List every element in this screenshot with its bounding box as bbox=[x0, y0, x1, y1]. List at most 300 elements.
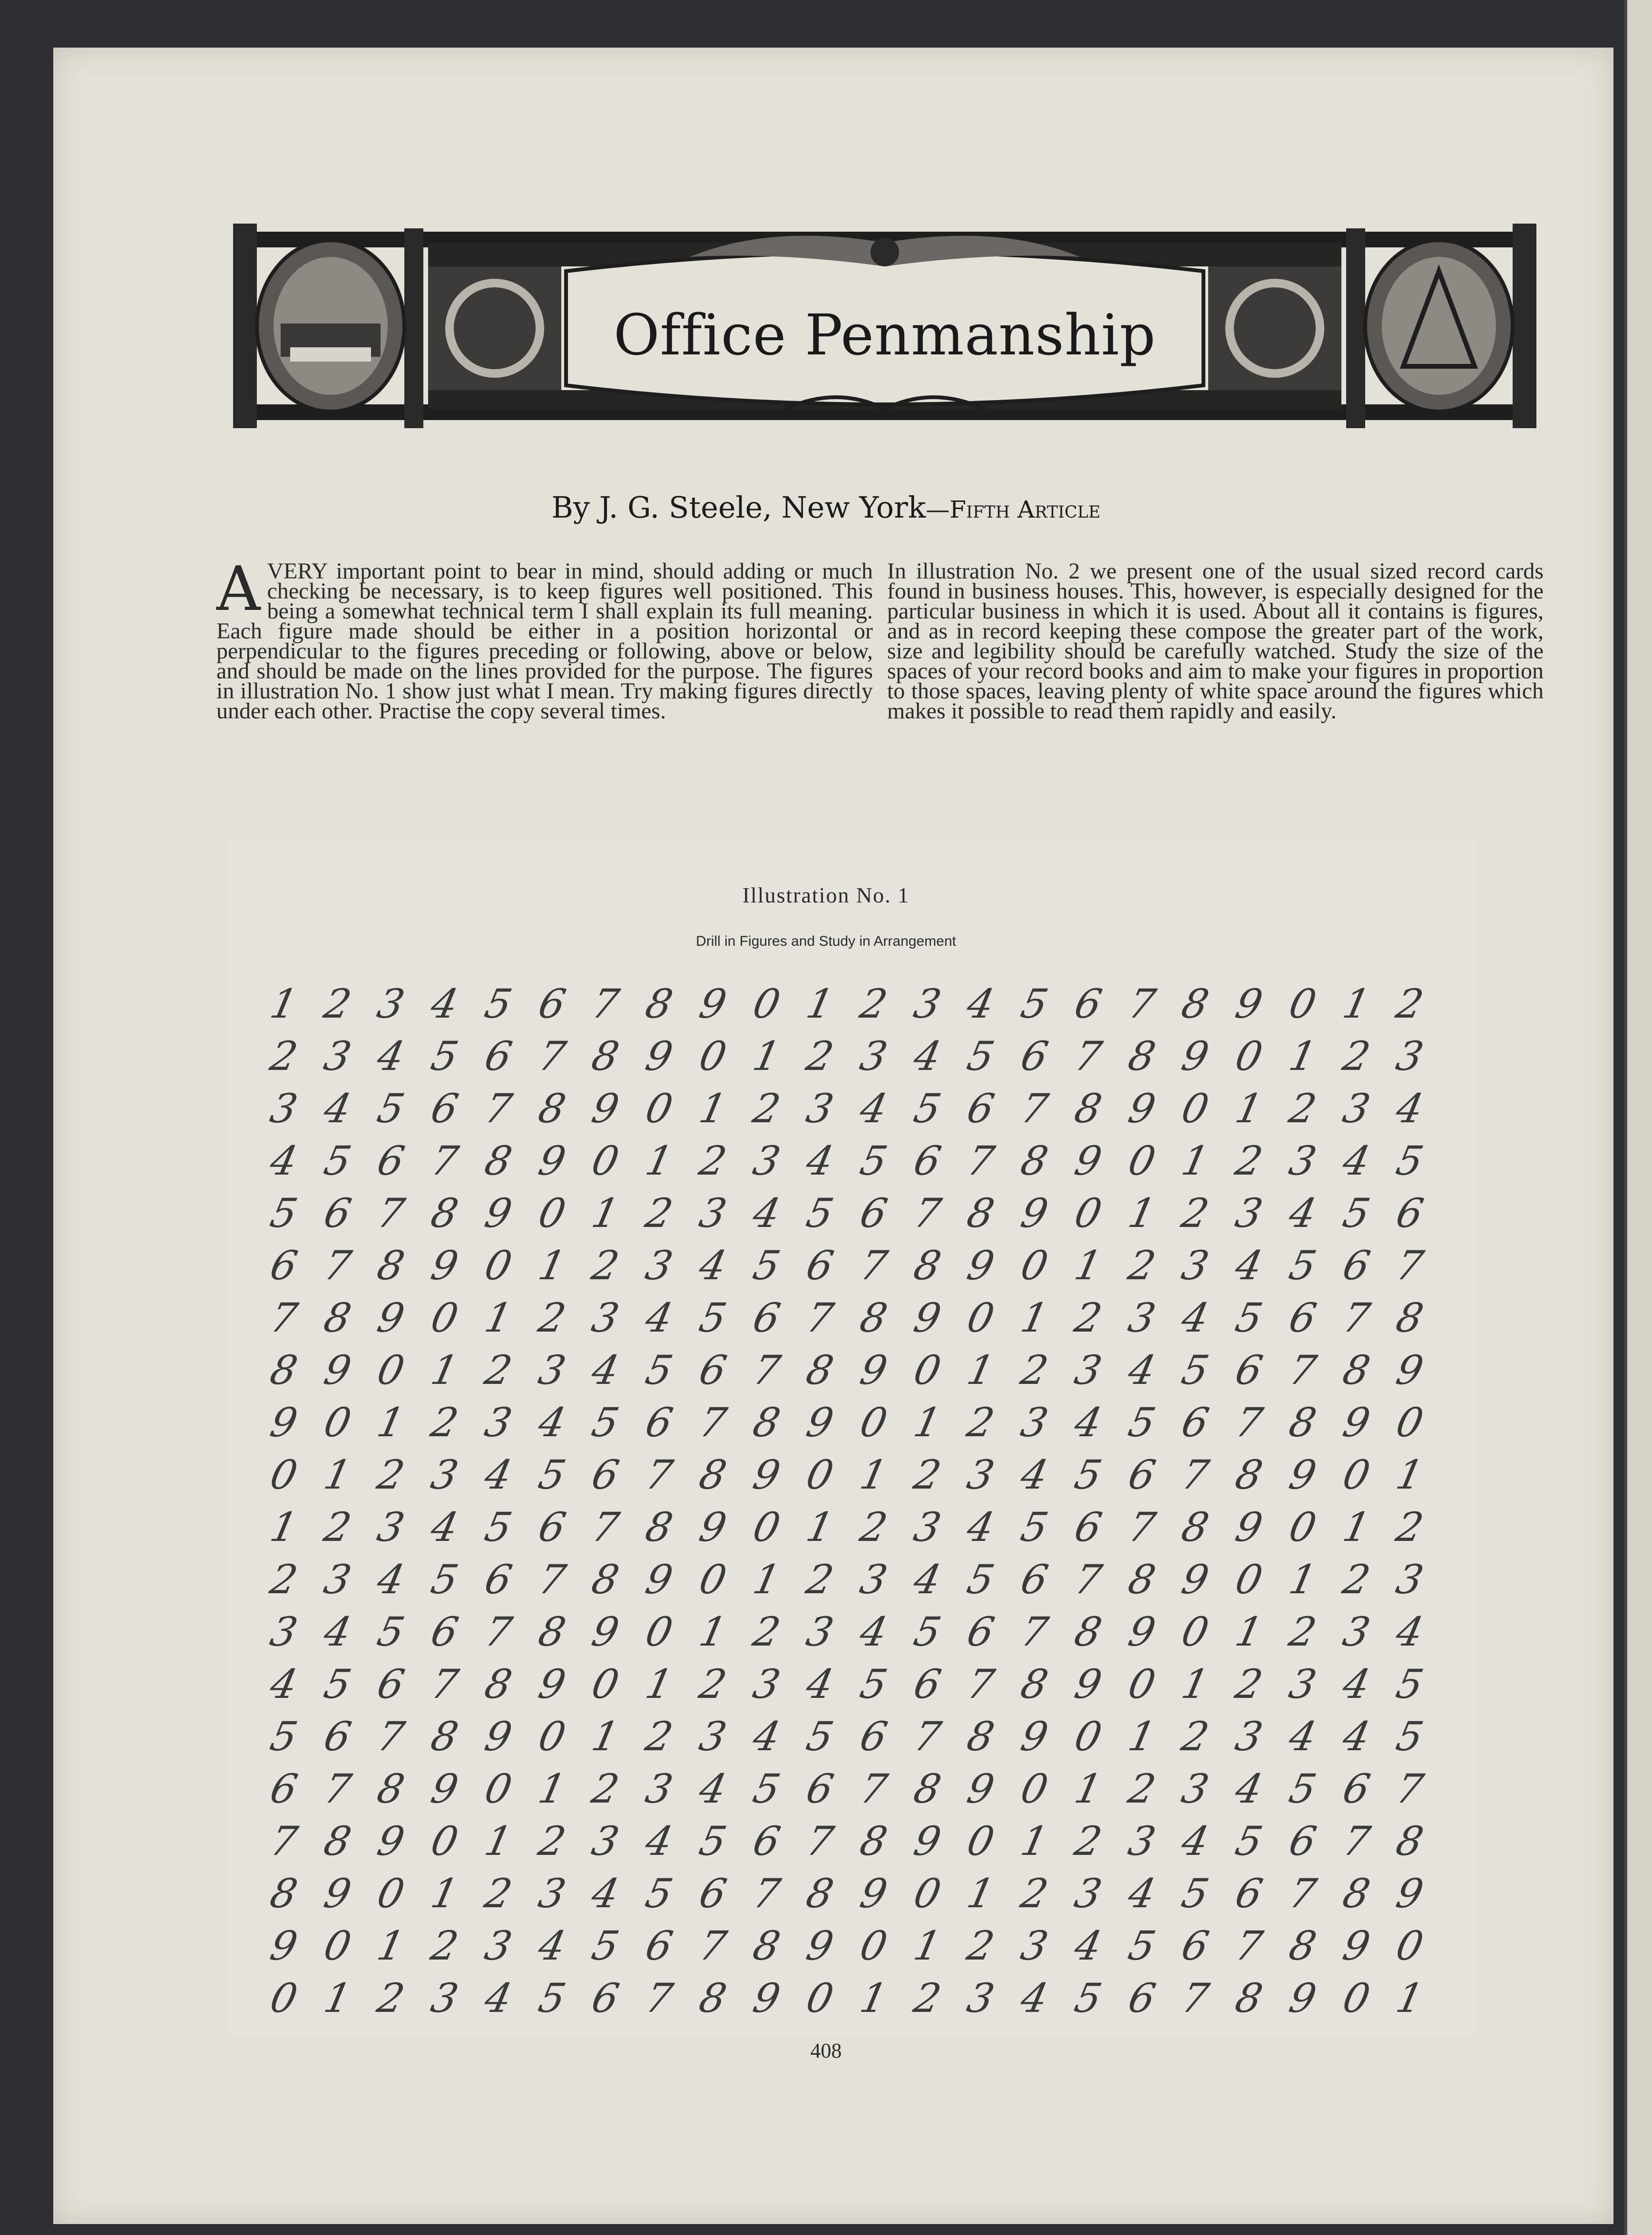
drill-digit: 2 bbox=[480, 1347, 516, 1393]
drill-digit: 8 bbox=[534, 1608, 570, 1655]
drill-digit: 9 bbox=[1177, 1033, 1213, 1079]
drill-digit: 6 bbox=[534, 980, 570, 1027]
drill-digit: 5 bbox=[266, 1190, 302, 1236]
drill-digit: 5 bbox=[427, 1033, 462, 1079]
drill-digit: 3 bbox=[480, 1399, 516, 1446]
drill-digit: 2 bbox=[266, 1556, 302, 1603]
drill-digit: 1 bbox=[1231, 1608, 1267, 1655]
drill-digit: 8 bbox=[266, 1870, 302, 1917]
drill-digit: 8 bbox=[373, 1765, 409, 1812]
drill-digit: 6 bbox=[1177, 1399, 1213, 1446]
drill-digit: 2 bbox=[1231, 1661, 1267, 1707]
drill-digit: 9 bbox=[1285, 1451, 1320, 1498]
drill-digit: 7 bbox=[1285, 1870, 1320, 1917]
drill-digit: 1 bbox=[963, 1347, 998, 1393]
drill-digit: 4 bbox=[1339, 1661, 1374, 1707]
drill-digit: 1 bbox=[587, 1713, 623, 1760]
drill-digit: 8 bbox=[909, 1765, 945, 1812]
drill-digit: 4 bbox=[1124, 1347, 1160, 1393]
drill-digit: 3 bbox=[1285, 1137, 1320, 1184]
drill-digit: 9 bbox=[534, 1661, 570, 1707]
drill-digit: 3 bbox=[1017, 1399, 1052, 1446]
drill-digit: 9 bbox=[587, 1085, 623, 1132]
drill-digit: 7 bbox=[1231, 1922, 1267, 1969]
drill-digit: 2 bbox=[1070, 1818, 1106, 1864]
drill-digit: 3 bbox=[480, 1922, 516, 1969]
drill-digit: 0 bbox=[266, 1451, 302, 1498]
drill-digit: 3 bbox=[1070, 1870, 1106, 1917]
drill-digit: 3 bbox=[266, 1608, 302, 1655]
drill-digit: 9 bbox=[641, 1033, 677, 1079]
drill-digit: 5 bbox=[1231, 1818, 1267, 1864]
drill-digit: 9 bbox=[802, 1922, 838, 1969]
drill-digit: 2 bbox=[320, 1504, 355, 1550]
drill-digit: 2 bbox=[1285, 1085, 1320, 1132]
drill-digit: 9 bbox=[695, 1504, 731, 1550]
drill-digit: 2 bbox=[427, 1922, 462, 1969]
drill-digit: 0 bbox=[1070, 1190, 1106, 1236]
drill-digit: 0 bbox=[1017, 1242, 1052, 1289]
drill-digit: 1 bbox=[1285, 1556, 1320, 1603]
drill-digit: 5 bbox=[641, 1870, 677, 1917]
drill-digit: 3 bbox=[641, 1765, 677, 1812]
drill-digit: 1 bbox=[534, 1765, 570, 1812]
right-column bbox=[887, 559, 1544, 724]
drill-digit: 3 bbox=[587, 1818, 623, 1864]
drill-digit: 1 bbox=[695, 1085, 731, 1132]
drill-digit: 5 bbox=[802, 1713, 838, 1760]
drill-digit: 4 bbox=[641, 1818, 677, 1864]
drill-digit: 9 bbox=[1339, 1922, 1374, 1969]
drill-digit: 1 bbox=[1124, 1713, 1160, 1760]
drill-digit: 5 bbox=[1070, 1975, 1106, 2021]
drill-digit: 9 bbox=[802, 1399, 838, 1446]
drill-digit: 1 bbox=[1070, 1242, 1106, 1289]
drill-digit: 7 bbox=[534, 1033, 570, 1079]
drill-digit: 0 bbox=[1124, 1137, 1160, 1184]
drill-digit: 8 bbox=[1285, 1399, 1320, 1446]
drill-digit: 6 bbox=[373, 1137, 409, 1184]
drill-digit: 7 bbox=[266, 1818, 302, 1864]
drill-digit: 1 bbox=[1017, 1818, 1052, 1864]
illustration-subtitle: Drill in Figures and Study in Arrangement bbox=[696, 933, 956, 949]
drill-digit: 4 bbox=[802, 1661, 838, 1707]
drill-digit: 3 bbox=[1285, 1661, 1320, 1707]
drill-digit: 4 bbox=[480, 1975, 516, 2021]
drill-digit: 6 bbox=[749, 1294, 784, 1341]
drill-digit: 4 bbox=[534, 1399, 570, 1446]
drill-digit: 6 bbox=[480, 1033, 516, 1079]
drill-digit: 1 bbox=[1177, 1661, 1213, 1707]
drill-digit: 8 bbox=[749, 1399, 784, 1446]
drill-digit: 9 bbox=[749, 1451, 784, 1498]
drill-digit: 7 bbox=[1392, 1765, 1427, 1812]
drill-digit: 6 bbox=[856, 1190, 891, 1236]
drill-digit: 6 bbox=[266, 1765, 302, 1812]
drill-digit: 9 bbox=[1339, 1399, 1374, 1446]
drill-digit: 7 bbox=[802, 1294, 838, 1341]
drill-digit: 5 bbox=[373, 1608, 409, 1655]
drill-digit: 9 bbox=[1285, 1975, 1320, 2021]
drill-digit: 4 bbox=[1285, 1190, 1320, 1236]
drill-digit: 4 bbox=[587, 1347, 623, 1393]
drill-row bbox=[266, 1032, 1470, 1085]
drill-digit: 2 bbox=[695, 1661, 731, 1707]
drill-digit: 6 bbox=[1285, 1818, 1320, 1864]
drill-digit: 1 bbox=[320, 1975, 355, 2021]
drill-digit: 2 bbox=[534, 1294, 570, 1341]
drill-row bbox=[266, 1556, 1470, 1608]
drill-digit: 7 bbox=[1339, 1294, 1374, 1341]
drill-digit: 7 bbox=[641, 1451, 677, 1498]
drill-digit: 8 bbox=[1070, 1608, 1106, 1655]
drill-digit: 0 bbox=[534, 1713, 570, 1760]
drill-digit: 5 bbox=[1231, 1294, 1267, 1341]
drill-digit: 2 bbox=[373, 1975, 409, 2021]
drill-digit: 1 bbox=[1017, 1294, 1052, 1341]
drill-digit: 9 bbox=[480, 1190, 516, 1236]
drill-digit: 1 bbox=[749, 1033, 784, 1079]
drill-digit: 5 bbox=[1339, 1190, 1374, 1236]
drill-digit: 6 bbox=[480, 1556, 516, 1603]
drill-digit: 0 bbox=[1070, 1713, 1106, 1760]
drill-digit: 6 bbox=[695, 1870, 731, 1917]
drill-digit: 5 bbox=[749, 1765, 784, 1812]
drill-digit: 3 bbox=[802, 1608, 838, 1655]
drill-digit: 0 bbox=[534, 1190, 570, 1236]
drill-digit: 6 bbox=[587, 1975, 623, 2021]
drill-digit: 7 bbox=[587, 1504, 623, 1550]
page-number: 408 bbox=[810, 2039, 842, 2062]
drill-digit: 2 bbox=[266, 1033, 302, 1079]
drill-digit: 8 bbox=[1339, 1347, 1374, 1393]
drill-digit: 8 bbox=[695, 1451, 731, 1498]
drill-digit: 3 bbox=[963, 1975, 998, 2021]
drill-digit: 8 bbox=[1339, 1870, 1374, 1917]
drill-digit: 2 bbox=[963, 1399, 998, 1446]
left-column bbox=[216, 554, 873, 724]
drill-digit: 9 bbox=[373, 1294, 409, 1341]
drill-digit: 7 bbox=[266, 1294, 302, 1341]
drill-digit: 3 bbox=[1231, 1190, 1267, 1236]
drill-digit: 5 bbox=[373, 1085, 409, 1132]
drill-row bbox=[266, 1608, 1470, 1660]
drill-digit: 2 bbox=[1392, 980, 1427, 1027]
drill-digit: 5 bbox=[480, 980, 516, 1027]
drill-digit: 7 bbox=[1070, 1556, 1106, 1603]
drill-digit: 2 bbox=[1285, 1608, 1320, 1655]
drill-digit: 9 bbox=[1124, 1608, 1160, 1655]
drill-digit: 6 bbox=[1017, 1556, 1052, 1603]
drill-digit: 2 bbox=[641, 1713, 677, 1760]
drill-digit: 0 bbox=[641, 1085, 677, 1132]
drill-digit: 7 bbox=[695, 1922, 731, 1969]
drill-digit: 6 bbox=[427, 1085, 462, 1132]
drill-digit: 3 bbox=[1177, 1242, 1213, 1289]
drill-digit: 2 bbox=[1070, 1294, 1106, 1341]
drill-digit: 9 bbox=[1392, 1347, 1427, 1393]
drill-digit: 1 bbox=[1070, 1765, 1106, 1812]
drill-digit: 5 bbox=[1177, 1347, 1213, 1393]
drill-digit: 7 bbox=[1124, 1504, 1160, 1550]
drill-digit: 1 bbox=[480, 1294, 516, 1341]
drill-digit: 0 bbox=[1124, 1661, 1160, 1707]
drill-digit: 4 bbox=[856, 1608, 891, 1655]
drill-digit: 4 bbox=[534, 1922, 570, 1969]
drill-digit: 1 bbox=[1339, 980, 1374, 1027]
drill-digit: 3 bbox=[587, 1294, 623, 1341]
drill-digit: 9 bbox=[373, 1818, 409, 1864]
drill-digit: 5 bbox=[320, 1661, 355, 1707]
drill-digit: 6 bbox=[1285, 1294, 1320, 1341]
drill-digit: 1 bbox=[534, 1242, 570, 1289]
drill-digit: 9 bbox=[534, 1137, 570, 1184]
drill-digit: 4 bbox=[1392, 1608, 1427, 1655]
drill-digit: 3 bbox=[1231, 1713, 1267, 1760]
drill-digit: 8 bbox=[909, 1242, 945, 1289]
drill-digit: 0 bbox=[695, 1556, 731, 1603]
drill-digit: 3 bbox=[320, 1556, 355, 1603]
drill-digit: 6 bbox=[963, 1608, 998, 1655]
drill-digit: 5 bbox=[1017, 1504, 1052, 1550]
drill-digit: 9 bbox=[1231, 980, 1267, 1027]
drill-digit: 7 bbox=[802, 1818, 838, 1864]
drill-digit: 8 bbox=[427, 1713, 462, 1760]
drill-digit: 2 bbox=[1017, 1347, 1052, 1393]
drill-digit: 4 bbox=[641, 1294, 677, 1341]
drill-digit: 6 bbox=[266, 1242, 302, 1289]
drill-digit: 8 bbox=[1017, 1137, 1052, 1184]
drill-row bbox=[266, 1346, 1470, 1399]
drill-digit: 8 bbox=[587, 1556, 623, 1603]
drill-digit: 5 bbox=[749, 1242, 784, 1289]
drill-digit: 1 bbox=[1124, 1190, 1160, 1236]
drill-digit: 6 bbox=[1177, 1922, 1213, 1969]
drill-digit: 3 bbox=[320, 1033, 355, 1079]
drill-row bbox=[266, 1085, 1470, 1137]
drill-digit: 2 bbox=[1339, 1033, 1374, 1079]
drill-digit: 0 bbox=[1392, 1399, 1427, 1446]
drill-digit: 2 bbox=[802, 1033, 838, 1079]
drill-digit: 1 bbox=[856, 1975, 891, 2021]
illustration-title: Illustration No. 1 bbox=[742, 883, 910, 907]
header-banner bbox=[224, 214, 1546, 438]
drill-digit: 5 bbox=[695, 1818, 731, 1864]
drill-digit: 0 bbox=[1177, 1608, 1213, 1655]
drill-digit: 8 bbox=[480, 1137, 516, 1184]
drop-cap: A bbox=[216, 554, 261, 625]
drill-digit: 7 bbox=[1339, 1818, 1374, 1864]
drill-digit: 5 bbox=[909, 1085, 945, 1132]
drill-digit: 8 bbox=[1177, 980, 1213, 1027]
drill-digit: 3 bbox=[909, 1504, 945, 1550]
drill-digit: 2 bbox=[1231, 1137, 1267, 1184]
drill-digit: 2 bbox=[373, 1451, 409, 1498]
drill-digit: 0 bbox=[373, 1347, 409, 1393]
drill-digit: 8 bbox=[695, 1975, 731, 2021]
drill-digit: 4 bbox=[266, 1137, 302, 1184]
drill-digit: 4 bbox=[749, 1713, 784, 1760]
drill-digit: 1 bbox=[749, 1556, 784, 1603]
drill-digit: 7 bbox=[856, 1765, 891, 1812]
drill-digit: 0 bbox=[1285, 980, 1320, 1027]
drill-digit: 7 bbox=[373, 1190, 409, 1236]
drill-digit: 9 bbox=[427, 1765, 462, 1812]
drill-digit: 4 bbox=[695, 1242, 731, 1289]
drill-digit: 9 bbox=[1124, 1085, 1160, 1132]
drill-digit: 9 bbox=[909, 1818, 945, 1864]
drill-digit: 3 bbox=[1339, 1608, 1374, 1655]
drill-digit: 1 bbox=[1177, 1137, 1213, 1184]
drill-digit: 1 bbox=[802, 980, 838, 1027]
drill-digit: 4 bbox=[587, 1870, 623, 1917]
drill-digit: 5 bbox=[802, 1190, 838, 1236]
drill-digit: 1 bbox=[1339, 1504, 1374, 1550]
drill-row bbox=[266, 1294, 1470, 1346]
drill-digit: 6 bbox=[856, 1713, 891, 1760]
drill-digit: 8 bbox=[1124, 1033, 1160, 1079]
drill-digit: 4 bbox=[963, 980, 998, 1027]
drill-digit: 8 bbox=[1124, 1556, 1160, 1603]
drill-digit: 0 bbox=[1339, 1975, 1374, 2021]
drill-digit: 9 bbox=[749, 1975, 784, 2021]
drill-digit: 7 bbox=[1177, 1451, 1213, 1498]
drill-digit: 7 bbox=[587, 980, 623, 1027]
drill-digit: 3 bbox=[802, 1085, 838, 1132]
drill-digit: 0 bbox=[427, 1294, 462, 1341]
drill-digit: 7 bbox=[909, 1713, 945, 1760]
drill-digit: 9 bbox=[856, 1347, 891, 1393]
drill-digit: 5 bbox=[641, 1347, 677, 1393]
drill-digit: 9 bbox=[320, 1870, 355, 1917]
drill-digit: 8 bbox=[963, 1190, 998, 1236]
drill-digit: 6 bbox=[1231, 1870, 1267, 1917]
drill-digit: 4 bbox=[909, 1556, 945, 1603]
drill-digit: 8 bbox=[641, 980, 677, 1027]
drill-digit: 7 bbox=[963, 1137, 998, 1184]
drill-digit: 7 bbox=[963, 1661, 998, 1707]
drill-digit: 7 bbox=[480, 1085, 516, 1132]
drill-digit: 3 bbox=[427, 1975, 462, 2021]
article-title: Office Penmanship bbox=[613, 302, 1156, 368]
drill-digit: 9 bbox=[856, 1870, 891, 1917]
drill-digit: 0 bbox=[1177, 1085, 1213, 1132]
drill-digit: 3 bbox=[963, 1451, 998, 1498]
drill-digit: 4 bbox=[695, 1765, 731, 1812]
drill-digit: 7 bbox=[909, 1190, 945, 1236]
drill-digit: 1 bbox=[641, 1661, 677, 1707]
drill-digit: 5 bbox=[1124, 1922, 1160, 1969]
drill-digit: 6 bbox=[320, 1190, 355, 1236]
drill-digit: 0 bbox=[909, 1870, 945, 1917]
drill-digit: 6 bbox=[1017, 1033, 1052, 1079]
drill-row bbox=[266, 1399, 1470, 1451]
drill-digit: 0 bbox=[427, 1818, 462, 1864]
drill-digit: 4 bbox=[1017, 1975, 1052, 2021]
drill-digit: 6 bbox=[427, 1608, 462, 1655]
drill-digit: 2 bbox=[534, 1818, 570, 1864]
drill-digit: 2 bbox=[1177, 1713, 1213, 1760]
drill-digit: 9 bbox=[1017, 1190, 1052, 1236]
drill-digit: 1 bbox=[1231, 1085, 1267, 1132]
drill-digit: 3 bbox=[909, 980, 945, 1027]
drill-digit: 3 bbox=[1124, 1818, 1160, 1864]
drill-digit: 9 bbox=[320, 1347, 355, 1393]
drill-digit: 4 bbox=[427, 980, 462, 1027]
drill-digit: 0 bbox=[480, 1765, 516, 1812]
byline bbox=[0, 490, 1652, 525]
adjacent-page-edge bbox=[1624, 0, 1652, 2235]
left-paragraph: VERY important point to bear in mind, should adding or much checking be necessary, is to keep figures well positioned. This being a somewhat technical term I shall explain its full meaning. Each figure made should be either in a position horizontal or perpendicular to the figures preceding or following, above or below, and should be made on the lines provided for the purpose. The figures in illustration No. 1 show just what I mean. Try making figures directly under each other. Practise the copy several times. bbox=[216, 559, 873, 724]
drill-digit: 5 bbox=[1285, 1242, 1320, 1289]
drill-digit: 2 bbox=[480, 1870, 516, 1917]
drill-digit: 0 bbox=[266, 1975, 302, 2021]
drill-digit: 4 bbox=[1177, 1294, 1213, 1341]
drill-digit: 4 bbox=[856, 1085, 891, 1132]
drill-digit: 3 bbox=[856, 1033, 891, 1079]
drill-digit: 3 bbox=[1070, 1347, 1106, 1393]
drill-digit: 7 bbox=[1070, 1033, 1106, 1079]
drill-digit: 5 bbox=[1392, 1137, 1427, 1184]
drill-digit: 0 bbox=[320, 1922, 355, 1969]
drill-digit: 6 bbox=[695, 1347, 731, 1393]
drill-digit: 2 bbox=[320, 980, 355, 1027]
right-paragraph: In illustration No. 2 we present one of the usual sized record cards found in business houses. This, however, is especially designed for the particular business in which it is used. About all it contains is figures, and as in record keeping these compose the greater part of the work, size and legibility should be carefully watched. Study the size of the spaces of your record books and aim to make your figures in proportion to those spaces, leaving plenty of white space around the figures which makes it possible to read them rapidly and easily. bbox=[887, 559, 1544, 724]
drill-digit: 5 bbox=[534, 1975, 570, 2021]
drill-digit: 1 bbox=[695, 1608, 731, 1655]
drill-digit: 6 bbox=[963, 1085, 998, 1132]
drill-digit: 5 bbox=[587, 1922, 623, 1969]
drill-digit: 4 bbox=[1124, 1870, 1160, 1917]
drill-digit: 2 bbox=[963, 1922, 998, 1969]
drill-digit: 8 bbox=[1285, 1922, 1320, 1969]
drill-digit: 6 bbox=[1124, 1975, 1160, 2021]
drill-digit: 7 bbox=[749, 1870, 784, 1917]
drill-row bbox=[266, 1817, 1470, 1870]
drill-digit: 1 bbox=[373, 1922, 409, 1969]
drill-digit: 8 bbox=[856, 1818, 891, 1864]
drill-digit: 9 bbox=[1017, 1713, 1052, 1760]
drill-digit: 8 bbox=[427, 1190, 462, 1236]
drill-digit: 6 bbox=[749, 1818, 784, 1864]
drill-digit: 6 bbox=[534, 1504, 570, 1550]
drill-digit: 7 bbox=[856, 1242, 891, 1289]
drill-digit: 4 bbox=[320, 1608, 355, 1655]
drill-digit: 4 bbox=[320, 1085, 355, 1132]
author-line: By J. G. Steele, New York bbox=[551, 490, 926, 525]
drill-digit: 6 bbox=[802, 1765, 838, 1812]
drill-digit: 3 bbox=[749, 1661, 784, 1707]
drill-digit: 7 bbox=[534, 1556, 570, 1603]
drill-digit: 0 bbox=[587, 1661, 623, 1707]
drill-digit: 3 bbox=[695, 1190, 731, 1236]
drill-row bbox=[266, 1974, 1470, 2027]
drill-digit: 2 bbox=[1124, 1242, 1160, 1289]
drill-digit: 2 bbox=[856, 1504, 891, 1550]
drill-digit: 6 bbox=[1124, 1451, 1160, 1498]
drill-digit: 8 bbox=[373, 1242, 409, 1289]
drill-digit: 0 bbox=[320, 1399, 355, 1446]
drill-digit: 0 bbox=[1285, 1504, 1320, 1550]
drill-digit: 1 bbox=[266, 980, 302, 1027]
drill-digit: 0 bbox=[1339, 1451, 1374, 1498]
drill-row bbox=[266, 1503, 1470, 1556]
drill-digit: 0 bbox=[963, 1818, 998, 1864]
drill-digit: 8 bbox=[802, 1870, 838, 1917]
drill-digit: 7 bbox=[373, 1713, 409, 1760]
drill-digit: 3 bbox=[266, 1085, 302, 1132]
drill-digit: 0 bbox=[909, 1347, 945, 1393]
